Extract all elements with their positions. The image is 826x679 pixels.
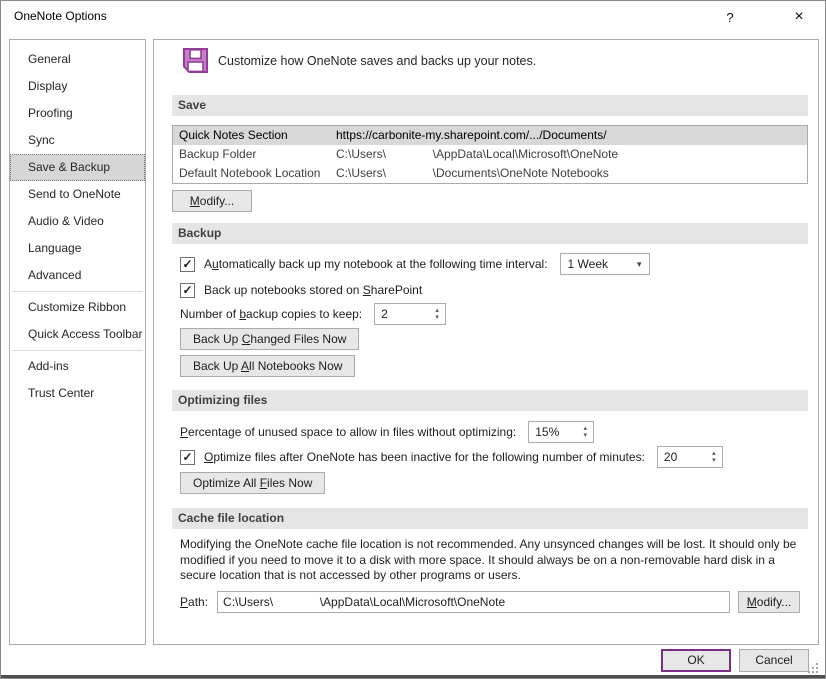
help-icon: ? <box>726 9 734 25</box>
sharepoint-backup-checkbox[interactable]: ✓ <box>180 283 195 298</box>
save-locations-table <box>172 125 808 184</box>
chevron-down-icon: ▾ <box>637 258 642 269</box>
backup-all-notebooks-button[interactable]: Back Up All Notebooks Now <box>180 355 355 377</box>
location-value: https://carbonite-my.sharepoint.com/.../Documents/ <box>336 128 607 142</box>
window-title: OneNote Options <box>14 9 107 23</box>
cancel-button[interactable]: Cancel <box>739 649 809 672</box>
spinner-down-icon: ▾ <box>712 457 716 464</box>
backup-copies-row <box>180 303 808 325</box>
inactive-minutes-value[interactable]: 20 <box>663 450 678 464</box>
sidebar-divider <box>12 291 143 292</box>
table-row-backup-folder[interactable] <box>173 145 807 164</box>
location-name: Quick Notes Section <box>179 128 288 142</box>
options-category-list <box>9 39 146 645</box>
modify-save-location-button[interactable]: Modify... <box>172 190 252 212</box>
spinner-up-icon: ▴ <box>712 450 716 457</box>
panel-header <box>182 47 808 74</box>
backup-changed-files-button[interactable]: Back Up Changed Files Now <box>180 328 359 350</box>
sidebar-item-language[interactable]: Language <box>28 241 82 255</box>
sharepoint-backup-row <box>180 281 808 299</box>
cache-path-input[interactable]: C:\Users\ \AppData\Local\Microsoft\OneNote <box>217 591 730 613</box>
auto-backup-row <box>180 253 808 275</box>
spinner-down-icon: ▾ <box>435 314 439 321</box>
location-value: C:\Users\ \Documents\OneNote Notebooks <box>336 166 609 180</box>
optimize-inactive-checkbox[interactable]: ✓ <box>180 450 195 465</box>
close-button[interactable] <box>786 5 812 29</box>
spinner-down-icon: ▾ <box>583 432 587 439</box>
backup-copies-value[interactable]: 2 <box>381 307 388 321</box>
sidebar-item-send-to-onenote[interactable]: Send to OneNote <box>28 187 121 201</box>
backup-interval-dropdown[interactable] <box>560 253 650 275</box>
help-button[interactable] <box>717 5 743 29</box>
save-backup-panel <box>153 39 819 645</box>
sidebar-item-display[interactable]: Display <box>28 79 68 93</box>
save-floppy-icon <box>182 47 209 74</box>
unused-space-label: Percentage of unused space to allow in files without optimizing: <box>180 425 517 439</box>
cache-location-description: Modifying the OneNote cache file location is not recommended. Any unsynced changes will be lost. It should only be modified if you need to move it to a disk with more space. It should always be on a non-removable hard disk in a secure location that is not accessed by other programs or users. <box>180 537 797 582</box>
stepper-buttons[interactable] <box>577 422 593 442</box>
modify-cache-path-button[interactable]: Modify... <box>738 591 800 613</box>
sharepoint-backup-label: Back up notebooks stored on SharePoint <box>204 283 423 297</box>
optimize-inactive-row <box>180 446 808 468</box>
sidebar-item-advanced[interactable]: Advanced <box>28 268 82 282</box>
backup-copies-stepper[interactable] <box>374 303 446 325</box>
close-icon: × <box>794 8 804 25</box>
sidebar-item-quick-access-toolbar[interactable]: Quick Access Toolbar <box>28 327 143 341</box>
inactive-minutes-stepper[interactable] <box>657 446 723 468</box>
cache-path-row <box>180 591 808 613</box>
unused-space-value[interactable]: 15% <box>535 425 560 439</box>
panel-header-text: Customize how OneNote saves and backs up your notes. <box>218 53 537 68</box>
spinner-up-icon: ▴ <box>435 307 439 314</box>
backup-copies-label: Number of backup copies to keep: <box>180 307 363 321</box>
unused-space-stepper[interactable] <box>528 421 594 443</box>
table-row-quick-notes[interactable] <box>173 126 807 145</box>
sidebar-item-proofing[interactable]: Proofing <box>28 106 73 120</box>
sidebar-item-audio-video[interactable]: Audio & Video <box>28 214 104 228</box>
section-header-optimizing-files: Optimizing files <box>172 390 808 411</box>
section-header-save: Save <box>172 95 808 116</box>
sidebar-item-sync[interactable]: Sync <box>28 133 55 147</box>
section-header-backup: Backup <box>172 223 808 244</box>
title-bar[interactable] <box>1 1 825 33</box>
sidebar-item-add-ins[interactable]: Add-ins <box>28 359 69 373</box>
sidebar-divider <box>12 350 143 351</box>
auto-backup-checkbox[interactable]: ✓ <box>180 257 195 272</box>
dialog-footer <box>661 649 809 672</box>
location-name: Backup Folder <box>179 147 257 161</box>
table-row-default-notebook-location[interactable] <box>173 164 807 183</box>
sidebar-item-save-backup[interactable]: Save & Backup <box>10 154 145 181</box>
stepper-buttons[interactable] <box>706 447 722 467</box>
unused-space-row <box>180 421 808 443</box>
spinner-up-icon: ▴ <box>583 425 587 432</box>
resize-grip[interactable] <box>808 663 819 674</box>
window-bottom-edge <box>1 675 825 678</box>
stepper-buttons[interactable] <box>429 304 445 324</box>
section-header-cache-file-location: Cache file location <box>172 508 808 529</box>
optimize-all-files-button[interactable]: Optimize All Files Now <box>180 472 325 494</box>
sidebar-item-trust-center[interactable]: Trust Center <box>28 386 95 400</box>
optimize-inactive-label: Optimize files after OneNote has been inactive for the following number of minutes: <box>204 450 645 464</box>
path-label: Path: <box>180 594 209 609</box>
sidebar-item-customize-ribbon[interactable]: Customize Ribbon <box>28 300 127 314</box>
sidebar-item-general[interactable]: General <box>28 52 71 66</box>
location-name: Default Notebook Location <box>179 166 321 180</box>
location-value: C:\Users\ \AppData\Local\Microsoft\OneNote <box>336 147 619 161</box>
auto-backup-label: Automatically back up my notebook at the following time interval: <box>204 257 548 271</box>
backup-interval-value: 1 Week <box>567 257 608 271</box>
ok-button[interactable]: OK <box>661 649 731 672</box>
